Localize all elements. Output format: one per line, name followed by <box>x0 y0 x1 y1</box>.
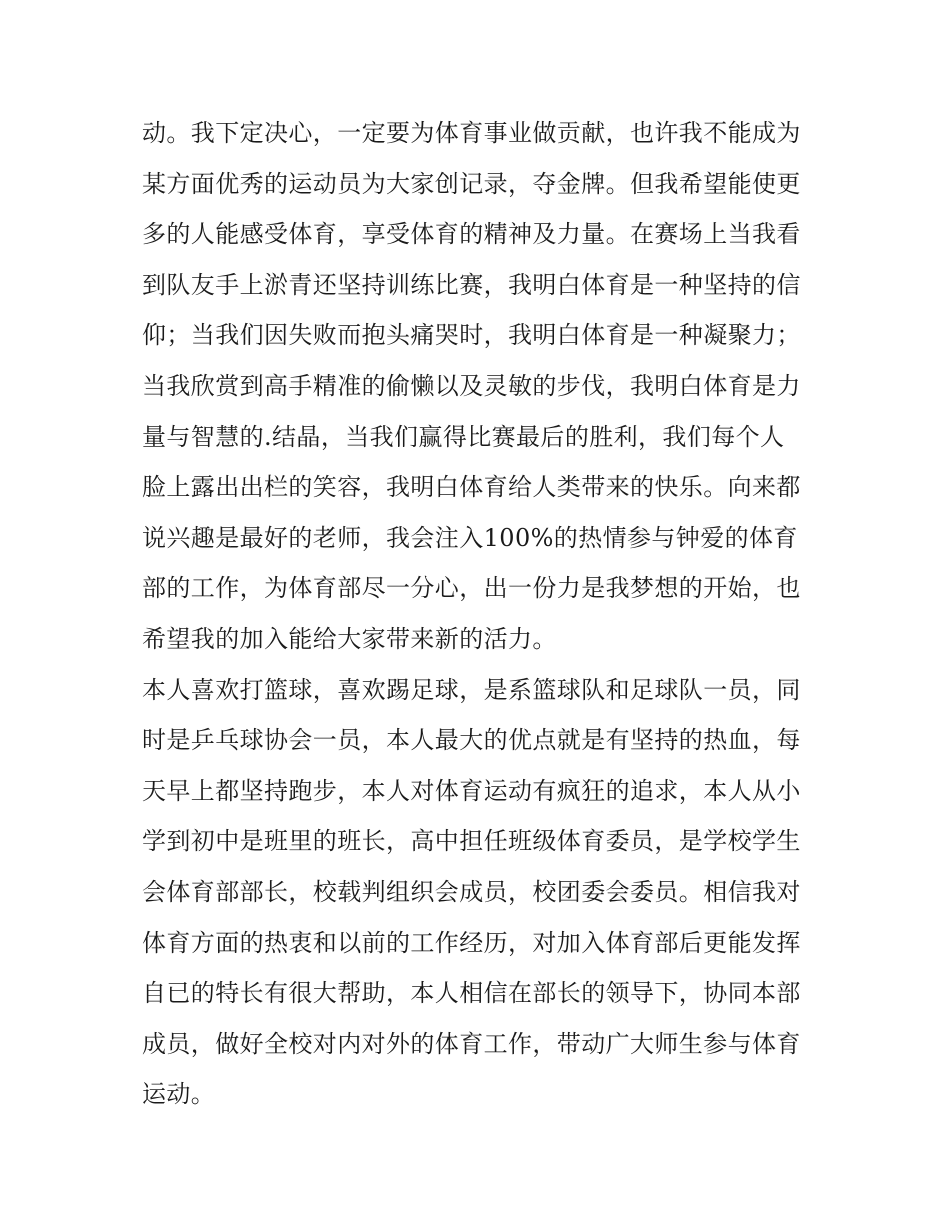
text-line: 脸上露出出栏的笑容，我明白体育给人类带来的快乐。向来都 <box>142 473 801 502</box>
paragraph-1 <box>142 108 822 665</box>
text-line: 某方面优秀的运动员为大家创记录，夺金牌。但我希望能使更 <box>142 169 801 198</box>
text-line: 天早上都坚持跑步，本人对体育运动有疯狂的追求，本人从小 <box>142 776 801 805</box>
text-line: 说兴趣是最好的老师，我会注入100%的热情参与钟爱的体育 <box>142 523 798 552</box>
text-line: 部的工作，为体育部尽一分心，出一份力是我梦想的开始，也 <box>142 574 801 603</box>
text-line: 会体育部部长，校载判组织会成员，校团委会委员。相信我对 <box>142 877 801 906</box>
text-line: 本人喜欢打篮球，喜欢踢足球，是系篮球队和足球队一员，同 <box>142 675 801 704</box>
text-line: 运动。 <box>142 1080 216 1109</box>
text-line: 当我欣赏到高手精准的偷懒以及灵敏的步伐，我明白体育是力 <box>142 371 801 400</box>
text-line: 体育方面的热衷和以前的工作经历，对加入体育部后更能发挥 <box>142 928 801 957</box>
text-line: 时是乒乓球协会一员，本人最大的优点就是有坚持的热血，每 <box>142 726 801 755</box>
text-line: 到队友手上淤青还坚持训练比赛，我明白体育是一种坚持的信 <box>142 270 801 299</box>
text-line: 学到初中是班里的班长，高中担任班级体育委员，是学校学生 <box>142 827 801 856</box>
text-line: 量与智慧的.结晶，当我们赢得比赛最后的胜利，我们每个人 <box>142 422 785 451</box>
text-line: 希望我的加入能给大家带来新的活力。 <box>142 624 557 653</box>
text-line: 成员，做好全校对内对外的体育工作，带动广大师生参与体育 <box>142 1029 801 1058</box>
text-line: 多的人能感受体育，享受体育的精神及力量。在赛场上当我看 <box>142 220 801 249</box>
text-line: 自已的特长有很大帮助，本人相信在部长的领导下，协同本部 <box>142 979 801 1008</box>
text-line: 仰；当我们因失败而抱头痛哭时，我明白体育是一种凝聚力； <box>142 321 801 350</box>
document-body <box>142 108 822 1120</box>
text-line: 动。我下定决心，一定要为体育事业做贡献，也许我不能成为 <box>142 119 801 147</box>
paragraph-2 <box>142 665 822 1120</box>
